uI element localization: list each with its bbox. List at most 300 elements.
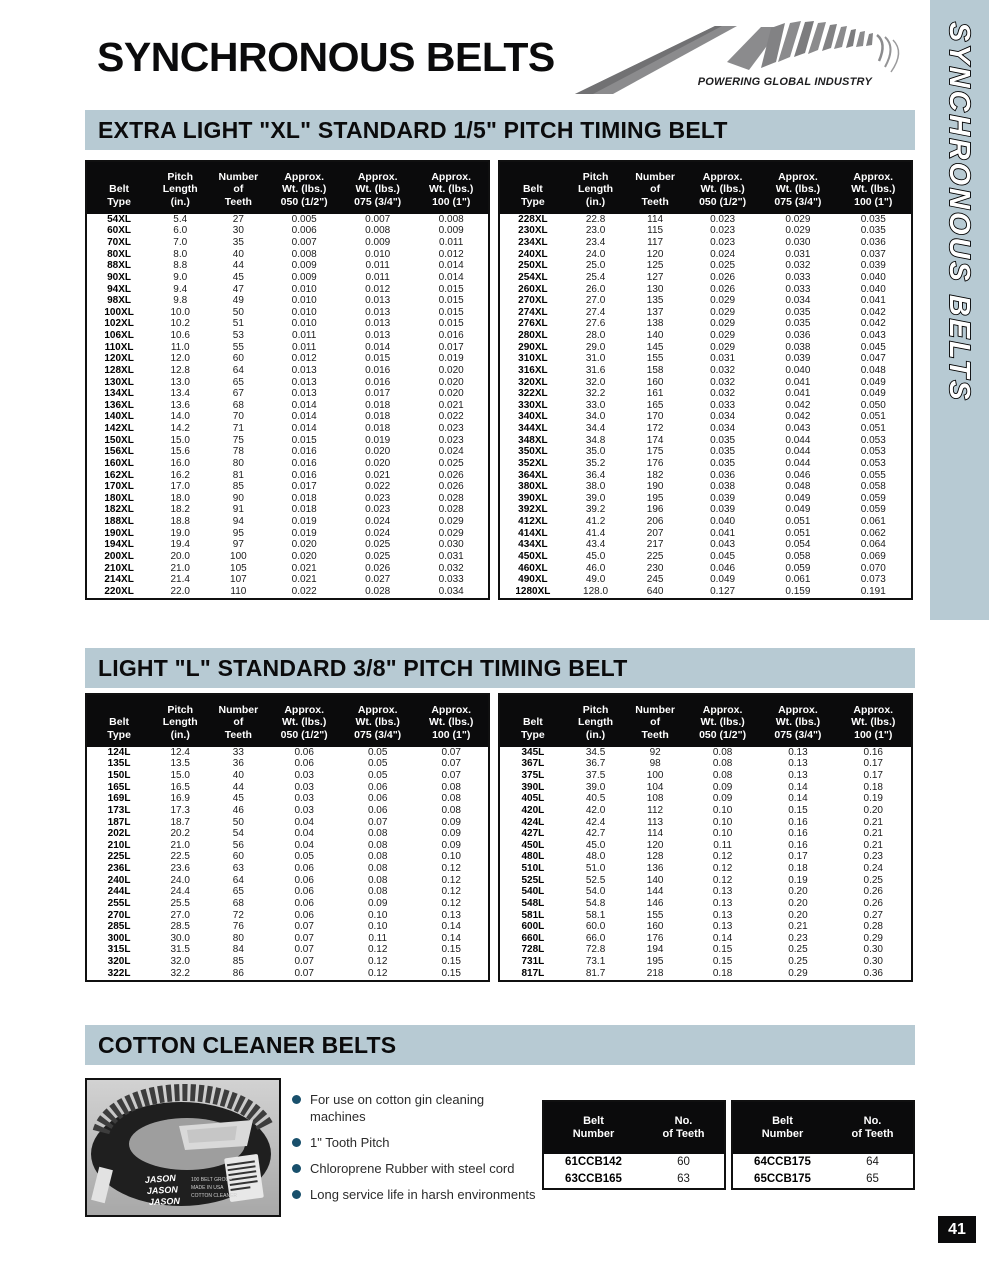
value-cell: 42.0 <box>585 804 606 816</box>
belt-type-cell: 322L <box>107 967 131 979</box>
value-cell: 182 <box>646 469 664 481</box>
value-cell: 0.017 <box>365 388 391 400</box>
belt-type-cell: 240XL <box>518 248 548 260</box>
value-cell: 29.0 <box>585 341 606 353</box>
value-cell: 0.021 <box>291 562 317 574</box>
table-row <box>87 295 488 307</box>
value-cell: 0.053 <box>860 434 886 446</box>
value-cell: 0.009 <box>291 271 317 283</box>
value-cell: 36.7 <box>585 758 606 770</box>
svg-text:JASON: JASON <box>144 1172 177 1185</box>
value-cell: 66.0 <box>585 932 606 944</box>
l-table-right-body <box>500 747 911 980</box>
value-cell: 0.035 <box>860 225 886 237</box>
value-cell: 0.03 <box>294 793 314 805</box>
column-header: Approx. Wt. (lbs.) 100 (1") <box>851 170 896 208</box>
value-cell: 144 <box>646 886 664 898</box>
value-cell: 0.010 <box>291 283 317 295</box>
belt-type-cell: 380XL <box>518 481 548 493</box>
column-header: Number of Teeth <box>218 170 259 208</box>
value-cell: 176 <box>646 932 664 944</box>
value-cell: 136 <box>646 863 664 875</box>
value-cell: 0.032 <box>710 376 736 388</box>
value-cell: 0.019 <box>438 353 464 365</box>
belt-type-cell: 427L <box>521 828 545 840</box>
table-row <box>87 400 488 412</box>
value-cell: 140 <box>646 874 664 886</box>
table-row <box>500 365 911 377</box>
value-cell: 47 <box>232 283 244 295</box>
value-cell: 0.010 <box>365 248 391 260</box>
belt-type-cell: 345L <box>521 746 545 758</box>
belt-type-cell: 190XL <box>104 527 134 539</box>
column-header: Approx. Wt. (lbs.) 050 (1/2") <box>280 703 328 741</box>
belt-type-cell: 367L <box>521 758 545 770</box>
value-cell: 0.008 <box>365 225 391 237</box>
value-cell: 0.18 <box>788 863 808 875</box>
belt-type-cell: 414XL <box>518 527 548 539</box>
value-cell: 45.0 <box>585 839 606 851</box>
value-cell: 0.05 <box>367 746 388 758</box>
value-cell: 51 <box>232 318 244 330</box>
value-cell: 43.4 <box>585 539 606 551</box>
belt-type-cell: 63CCB165 <box>565 1172 622 1185</box>
table-row <box>87 805 488 817</box>
value-cell: 24.4 <box>170 886 190 898</box>
table-row <box>500 388 911 400</box>
value-cell: 0.054 <box>785 539 811 551</box>
cotton-table-right-body <box>733 1154 913 1188</box>
value-cell: 15.0 <box>170 434 190 446</box>
table-row <box>500 551 911 563</box>
value-cell: 0.024 <box>365 527 391 539</box>
value-cell: 0.033 <box>785 271 811 283</box>
value-cell: 0.022 <box>365 481 391 493</box>
value-cell: 63 <box>677 1172 690 1185</box>
value-cell: 0.020 <box>438 388 464 400</box>
value-cell: 0.10 <box>712 828 733 840</box>
value-cell: 0.21 <box>863 816 883 828</box>
table-row <box>733 1154 913 1171</box>
value-cell: 0.041 <box>860 295 886 307</box>
value-cell: 0.049 <box>860 376 886 388</box>
value-cell: 0.040 <box>860 283 886 295</box>
value-cell: 0.007 <box>365 213 391 225</box>
value-cell: 23.4 <box>585 237 606 249</box>
value-cell: 0.07 <box>367 816 388 828</box>
value-cell: 0.028 <box>438 492 464 504</box>
feature-list <box>292 1092 542 1203</box>
belt-type-cell: 94XL <box>107 283 132 295</box>
value-cell: 0.021 <box>291 574 317 586</box>
value-cell: 0.25 <box>788 956 808 968</box>
belt-type-cell: 728L <box>521 944 545 956</box>
svg-text:JASON: JASON <box>146 1184 179 1196</box>
value-cell: 0.13 <box>441 909 461 921</box>
value-cell: 0.09 <box>712 781 733 793</box>
table-row <box>500 770 911 782</box>
value-cell: 0.18 <box>712 967 733 979</box>
belt-type-cell: 210L <box>107 839 131 851</box>
value-cell: 0.044 <box>785 434 811 446</box>
value-cell: 14.2 <box>170 423 190 435</box>
value-cell: 0.023 <box>438 434 464 446</box>
value-cell: 0.07 <box>441 758 461 770</box>
value-cell: 24.0 <box>170 874 190 886</box>
value-cell: 104 <box>646 781 664 793</box>
value-cell: 0.039 <box>710 492 736 504</box>
value-cell: 0.09 <box>441 828 461 840</box>
value-cell: 0.058 <box>785 550 811 562</box>
belt-swoosh-icon <box>575 18 910 102</box>
value-cell: 7.0 <box>173 237 188 249</box>
belt-type-cell: 490XL <box>518 574 548 586</box>
table-row <box>500 330 911 342</box>
belt-type-cell: 70XL <box>107 237 132 249</box>
value-cell: 55 <box>232 341 244 353</box>
value-cell: 0.029 <box>438 516 464 528</box>
value-cell: 0.06 <box>294 758 314 770</box>
belt-type-cell: 65CCB175 <box>754 1172 811 1185</box>
table-row <box>500 505 911 517</box>
belt-type-cell: 320L <box>107 956 131 968</box>
value-cell: 22.0 <box>170 585 190 597</box>
value-cell: 0.062 <box>860 527 886 539</box>
value-cell: 0.023 <box>365 492 391 504</box>
value-cell: 10.0 <box>170 306 190 318</box>
column-header: Pitch Length (in.) <box>578 703 614 741</box>
value-cell: 23.6 <box>170 863 190 875</box>
table-row <box>87 505 488 517</box>
value-cell: 0.035 <box>710 457 736 469</box>
feature-text: Long service life in harsh environments <box>310 1186 536 1202</box>
value-cell: 0.07 <box>294 944 314 956</box>
value-cell: 0.10 <box>367 921 388 933</box>
value-cell: 0.013 <box>291 388 317 400</box>
belt-type-cell: 150XL <box>104 434 134 446</box>
value-cell: 0.051 <box>785 516 811 528</box>
value-cell: 0.031 <box>785 248 811 260</box>
value-cell: 0.030 <box>785 237 811 249</box>
value-cell: 0.012 <box>291 353 317 365</box>
value-cell: 195 <box>646 492 664 504</box>
value-cell: 34.5 <box>585 746 606 758</box>
value-cell: 0.020 <box>438 376 464 388</box>
value-cell: 0.048 <box>785 481 811 493</box>
value-cell: 0.045 <box>860 341 886 353</box>
table-row <box>87 828 488 840</box>
value-cell: 128.0 <box>583 585 609 597</box>
value-cell: 138 <box>646 318 664 330</box>
value-cell: 0.035 <box>710 434 736 446</box>
value-cell: 0.06 <box>367 793 388 805</box>
value-cell: 34.8 <box>585 434 606 446</box>
value-cell: 40 <box>232 770 244 782</box>
value-cell: 0.29 <box>788 967 808 979</box>
value-cell: 0.011 <box>292 341 317 353</box>
belt-type-cell: 600L <box>521 921 545 933</box>
belt-type-cell: 390XL <box>518 492 548 504</box>
value-cell: 160 <box>646 921 664 933</box>
value-cell: 0.30 <box>863 956 883 968</box>
table-row <box>500 794 911 806</box>
value-cell: 0.010 <box>291 318 317 330</box>
value-cell: 160 <box>646 376 664 388</box>
value-cell: 0.07 <box>294 921 314 933</box>
table-row <box>87 284 488 296</box>
column-header: Belt Type <box>107 716 131 741</box>
value-cell: 120 <box>646 839 664 851</box>
value-cell: 86 <box>232 967 244 979</box>
table-row <box>87 968 488 980</box>
xl-table-left-body <box>87 214 488 598</box>
value-cell: 36 <box>232 758 244 770</box>
xl-section-header <box>85 110 915 150</box>
value-cell: 155 <box>646 909 664 921</box>
value-cell: 0.12 <box>441 863 461 875</box>
value-cell: 0.023 <box>710 213 736 225</box>
value-cell: 0.014 <box>438 271 464 283</box>
value-cell: 0.03 <box>294 770 314 782</box>
value-cell: 16.0 <box>170 457 190 469</box>
belt-type-cell: 250XL <box>518 260 548 272</box>
table-row <box>87 551 488 563</box>
value-cell: 0.19 <box>863 793 883 805</box>
table-row <box>87 863 488 875</box>
feature-bullet <box>292 1161 542 1178</box>
value-cell: 0.010 <box>291 306 317 318</box>
value-cell: 0.034 <box>710 411 736 423</box>
value-cell: 0.027 <box>365 574 391 586</box>
value-cell: 0.018 <box>365 423 391 435</box>
value-cell: 0.013 <box>365 330 391 342</box>
value-cell: 0.28 <box>863 921 883 933</box>
table-row <box>500 840 911 852</box>
belt-type-cell: 817L <box>521 967 545 979</box>
value-cell: 65 <box>232 886 244 898</box>
value-cell: 0.043 <box>860 330 886 342</box>
value-cell: 0.016 <box>291 469 317 481</box>
value-cell: 0.07 <box>441 746 461 758</box>
table-row <box>500 805 911 817</box>
belt-type-cell: 64CCB175 <box>754 1155 811 1168</box>
value-cell: 100 <box>230 550 247 562</box>
value-cell: 0.055 <box>860 469 886 481</box>
value-cell: 60 <box>232 353 244 365</box>
value-cell: 0.029 <box>785 225 811 237</box>
value-cell: 0.04 <box>294 816 314 828</box>
value-cell: 0.13 <box>788 758 808 770</box>
value-cell: 0.08 <box>441 793 461 805</box>
value-cell: 81 <box>232 469 244 481</box>
value-cell: 5.4 <box>173 213 188 225</box>
value-cell: 107 <box>230 574 247 586</box>
value-cell: 41.4 <box>585 527 606 539</box>
belt-type-cell: 134XL <box>104 388 134 400</box>
value-cell: 21.0 <box>170 839 190 851</box>
value-cell: 0.029 <box>710 295 736 307</box>
table-row <box>87 770 488 782</box>
value-cell: 0.013 <box>365 306 391 318</box>
value-cell: 0.17 <box>863 770 883 782</box>
value-cell: 0.06 <box>367 804 388 816</box>
value-cell: 34.0 <box>585 411 606 423</box>
value-cell: 19.0 <box>170 527 190 539</box>
table-row <box>87 447 488 459</box>
belt-type-cell: 450L <box>521 839 545 851</box>
value-cell: 0.08 <box>712 770 733 782</box>
value-cell: 13.0 <box>170 376 190 388</box>
value-cell: 0.023 <box>710 237 736 249</box>
value-cell: 0.069 <box>860 550 886 562</box>
value-cell: 12.4 <box>170 746 190 758</box>
value-cell: 52.5 <box>585 874 606 886</box>
belt-type-cell: 290XL <box>518 341 548 353</box>
value-cell: 0.08 <box>367 828 388 840</box>
value-cell: 130 <box>646 283 664 295</box>
value-cell: 0.044 <box>785 457 811 469</box>
value-cell: 0.059 <box>860 492 886 504</box>
value-cell: 0.04 <box>294 828 314 840</box>
value-cell: 0.036 <box>860 237 886 249</box>
value-cell: 0.06 <box>294 897 314 909</box>
column-header: Approx. Wt. (lbs.) 075 (3/4") <box>354 703 402 741</box>
table-row <box>87 574 488 586</box>
value-cell: 33 <box>232 746 244 758</box>
table-row <box>500 747 911 759</box>
xl-table-left-header <box>87 162 488 214</box>
feature-bullet <box>292 1092 542 1126</box>
value-cell: 46 <box>232 804 244 816</box>
value-cell: 20.0 <box>170 550 190 562</box>
value-cell: 40.5 <box>585 793 606 805</box>
value-cell: 36.4 <box>585 469 606 481</box>
value-cell: 0.11 <box>713 839 732 851</box>
belt-type-cell: 228XL <box>518 213 548 225</box>
value-cell: 0.159 <box>785 585 811 597</box>
belt-type-cell: 276XL <box>518 318 548 330</box>
value-cell: 49 <box>232 295 244 307</box>
table-row <box>87 586 488 598</box>
belt-type-cell: 405L <box>521 793 545 805</box>
value-cell: 0.15 <box>712 956 733 968</box>
belt-type-cell: 420L <box>521 804 545 816</box>
value-cell: 0.044 <box>785 446 811 458</box>
value-cell: 0.043 <box>710 539 736 551</box>
bullet-dot-icon <box>292 1095 301 1104</box>
value-cell: 0.051 <box>860 411 886 423</box>
value-cell: 0.015 <box>291 434 317 446</box>
value-cell: 0.032 <box>438 562 464 574</box>
table-row <box>87 945 488 957</box>
belt-type-cell: 244L <box>107 886 131 898</box>
value-cell: 0.08 <box>367 874 388 886</box>
belt-type-cell: 182XL <box>104 504 134 516</box>
value-cell: 0.061 <box>785 574 811 586</box>
value-cell: 0.026 <box>710 271 736 283</box>
table-row <box>544 1171 724 1188</box>
belt-type-cell: 300L <box>107 932 131 944</box>
value-cell: 0.12 <box>712 863 733 875</box>
value-cell: 91 <box>232 504 244 516</box>
table-row <box>500 354 911 366</box>
value-cell: 0.03 <box>294 781 314 793</box>
table-row <box>500 863 911 875</box>
value-cell: 25.4 <box>585 271 606 283</box>
column-header: Belt Number <box>761 1115 804 1140</box>
table-row <box>500 563 911 575</box>
table-row <box>500 237 911 249</box>
value-cell: 0.035 <box>785 318 811 330</box>
belt-type-cell: 285L <box>107 921 131 933</box>
belt-type-cell: 188XL <box>104 516 134 528</box>
table-row <box>500 817 911 829</box>
value-cell: 39.0 <box>585 492 606 504</box>
value-cell: 0.26 <box>863 897 883 909</box>
belt-type-cell: 80XL <box>107 248 132 260</box>
value-cell: 0.014 <box>291 399 317 411</box>
table-row <box>500 574 911 586</box>
brand-logo <box>575 18 910 102</box>
belt-type-cell: 88XL <box>107 260 132 272</box>
value-cell: 0.08 <box>367 863 388 875</box>
value-cell: 0.023 <box>365 504 391 516</box>
value-cell: 68 <box>232 897 244 909</box>
value-cell: 217 <box>646 539 664 551</box>
belt-type-cell: 187L <box>107 816 131 828</box>
value-cell: 90 <box>232 492 244 504</box>
table-row <box>500 586 911 598</box>
value-cell: 0.022 <box>291 585 317 597</box>
value-cell: 85 <box>232 956 244 968</box>
value-cell: 0.012 <box>365 283 391 295</box>
value-cell: 19.4 <box>170 539 190 551</box>
belt-type-cell: 460XL <box>518 562 548 574</box>
value-cell: 0.13 <box>788 746 808 758</box>
value-cell: 27.4 <box>585 306 606 318</box>
value-cell: 81.7 <box>585 967 606 979</box>
value-cell: 0.10 <box>367 909 388 921</box>
value-cell: 72 <box>232 909 244 921</box>
value-cell: 0.011 <box>292 330 317 342</box>
value-cell: 21.4 <box>170 574 190 586</box>
cotton-belt-photo <box>85 1078 281 1217</box>
value-cell: 65 <box>866 1172 879 1185</box>
value-cell: 0.026 <box>438 481 464 493</box>
value-cell: 31.6 <box>585 364 606 376</box>
value-cell: 35 <box>232 237 244 249</box>
value-cell: 0.013 <box>365 318 391 330</box>
sidebar-band <box>930 0 989 620</box>
value-cell: 0.043 <box>785 423 811 435</box>
value-cell: 0.21 <box>863 839 883 851</box>
value-cell: 0.025 <box>438 457 464 469</box>
value-cell: 0.08 <box>367 851 388 863</box>
table-row <box>500 400 911 412</box>
value-cell: 0.07 <box>294 967 314 979</box>
svg-text:MADE IN USA: MADE IN USA <box>191 1185 224 1191</box>
value-cell: 0.05 <box>294 851 314 863</box>
value-cell: 0.10 <box>441 851 461 863</box>
value-cell: 0.29 <box>863 932 883 944</box>
column-header: No. of Teeth <box>662 1115 705 1140</box>
value-cell: 0.053 <box>860 457 886 469</box>
table-row <box>87 481 488 493</box>
value-cell: 8.8 <box>173 260 188 272</box>
value-cell: 37.5 <box>585 770 606 782</box>
value-cell: 0.09 <box>441 839 461 851</box>
value-cell: 0.19 <box>788 874 808 886</box>
